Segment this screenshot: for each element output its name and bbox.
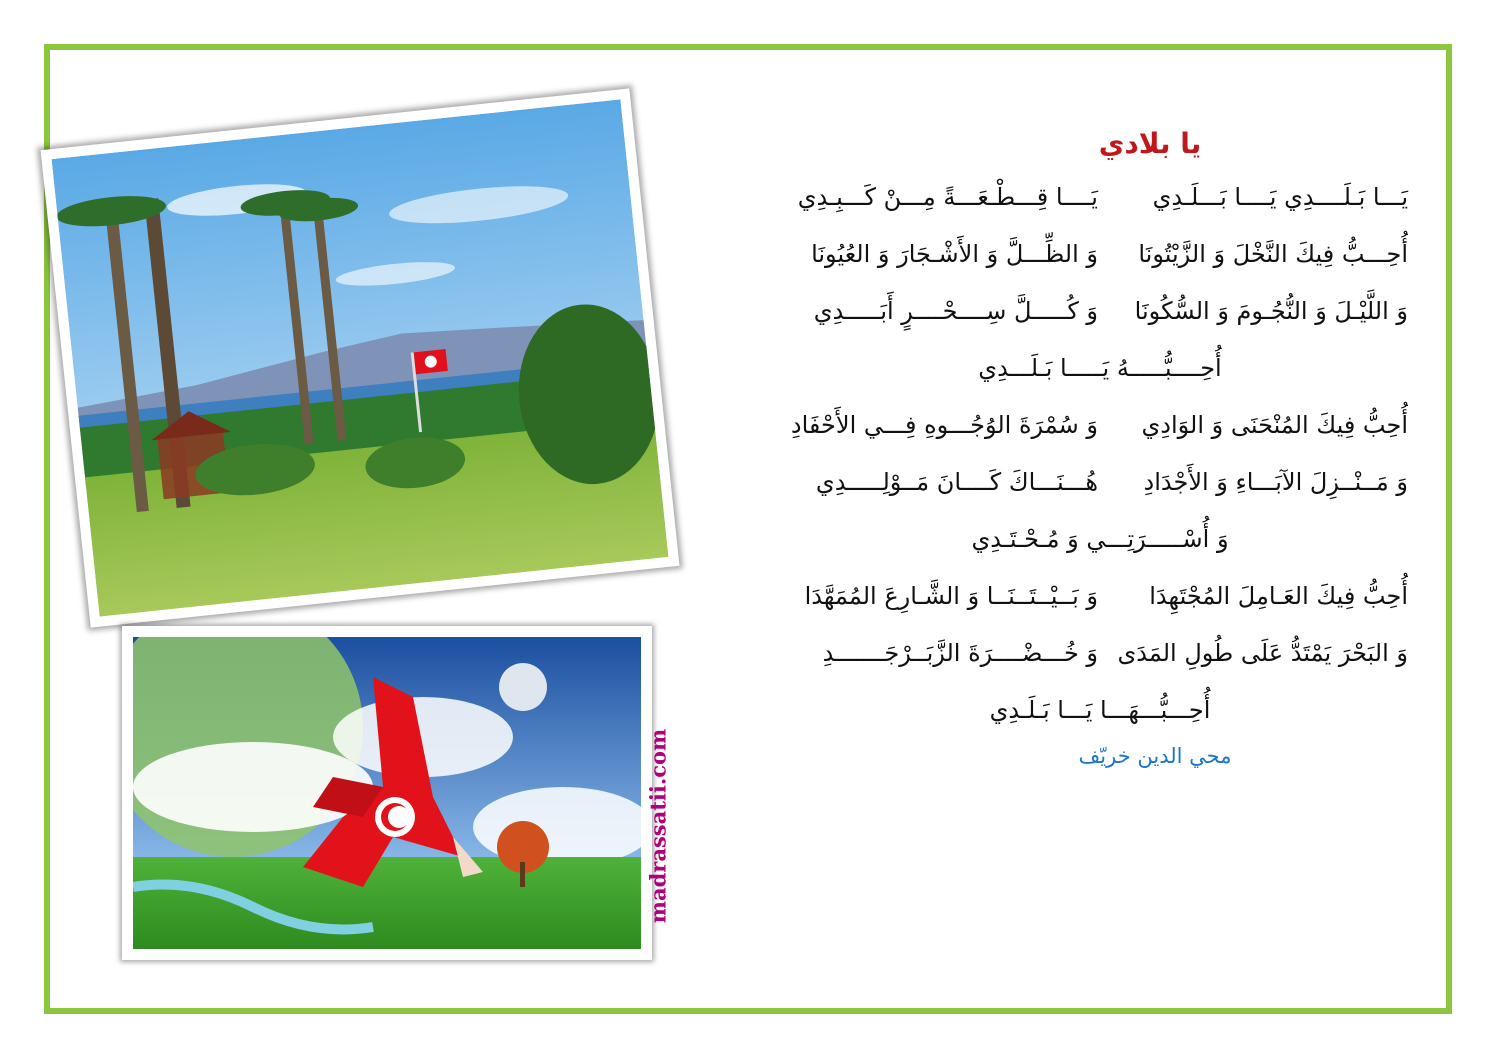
refrain: وَ أُسْـــــرَتِـــي وَ مُـحْـتَـدِي xyxy=(971,524,1229,553)
poem-title: يا بلادي xyxy=(1098,127,1202,160)
verse-second-half: وَ خُـــضْــــرَةَ الزَّبَــرْجَـــــــدِ xyxy=(822,638,1098,667)
verse-first-half: أُحِـــبُّ فِيكَ النَّخْلَ وَ الزَّيْتُونَا xyxy=(1138,239,1408,268)
verse-first-half: أُحِبُّ فِيكَ المُنْحَنَى وَ الوَادِي xyxy=(1141,410,1408,439)
refrain: أُحِــــبُّـــــهُ يَـــــا بَـلَـــدِي xyxy=(978,353,1222,382)
verse-row xyxy=(730,396,1430,453)
refrain-row xyxy=(730,681,1430,738)
verse-second-half: وَ الظِّـــلَّ وَ الأَشْـجَارَ وَ العُيُونَا xyxy=(811,239,1098,268)
verse-first-half: وَ البَحْرَ يَمْتَدُّ عَلَى طُولِ المَدَى xyxy=(1117,638,1408,667)
verse-second-half: وَ كُـــــلَّ سِــــحْــــرٍ أَبَـــــدِي xyxy=(813,296,1098,325)
palm-beach-photo xyxy=(41,88,680,627)
verse-row xyxy=(730,567,1430,624)
verse-first-half: وَ مَــنْــزِلَ الآبَـــاءِ وَ الأَجْدَادِ xyxy=(1143,467,1408,496)
verse-first-half: يَـــا بَـلَــــدِي يَــــا بَـــلَـدِي xyxy=(1152,182,1408,211)
refrain-row xyxy=(730,510,1430,567)
verse-row xyxy=(730,168,1430,225)
verse-second-half: وَ سُمْرَةَ الوُجُـــوهِ فِـــي الأَحْفَادِ xyxy=(790,410,1098,439)
refrain-row xyxy=(730,339,1430,396)
verse-first-half: أُحِبُّ فِيكَ العَـامِلَ المُجْتَهِدَا xyxy=(1149,581,1408,610)
verse-first-half: وَ اللَّيْـلَ وَ النُّجُـومَ وَ السُّكُونَا xyxy=(1134,296,1408,325)
verse-row xyxy=(730,624,1430,681)
watermark xyxy=(626,706,690,946)
verse-row xyxy=(730,225,1430,282)
verse-second-half: هُـــنَـــاكَ كَــــانَ مَــوْلِـــــدِي xyxy=(815,467,1098,496)
poem xyxy=(730,120,1430,768)
poem-author: محي الدين خريّف xyxy=(1078,744,1232,768)
verse-second-half: يَــــا قِـــطْـعَـــةً مِـــنْ كَـــبِـدِي xyxy=(797,182,1098,211)
verse-row xyxy=(730,453,1430,510)
verse-second-half: وَ بَــيْــتَــنَــا وَ الشَّـارِعَ المُمَهَّدَا xyxy=(804,581,1098,610)
tunisian-eagle-picture xyxy=(122,626,652,960)
refrain: أُحِـــبُّـــهَـــا يَـــا بَـلَـدِي xyxy=(989,695,1211,724)
watermark-text: madrassatii.com xyxy=(645,728,671,924)
verse-row xyxy=(730,282,1430,339)
